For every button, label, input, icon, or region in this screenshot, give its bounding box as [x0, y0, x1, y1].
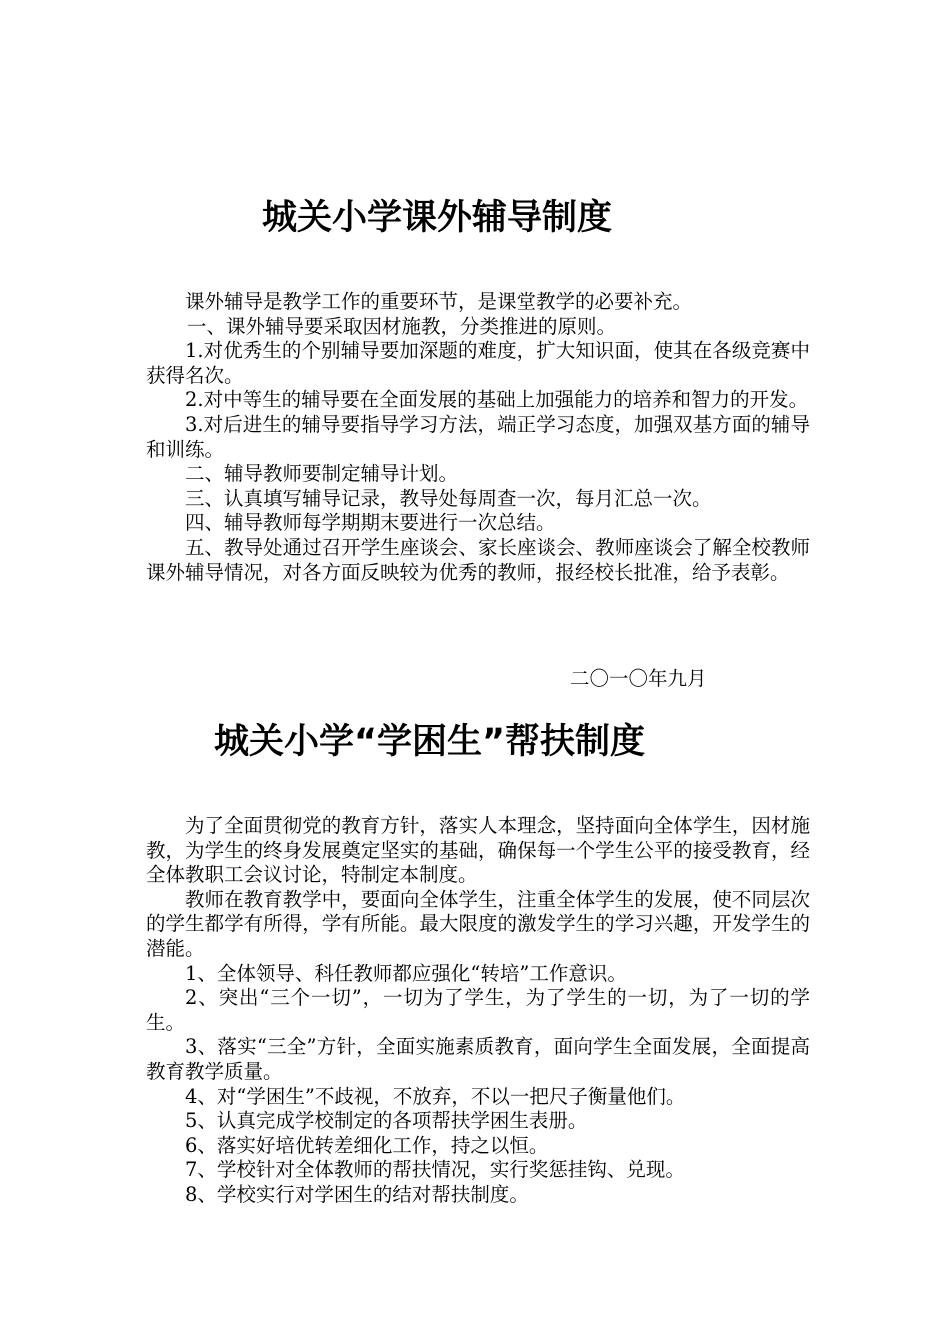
doc1-title: 城关小学课外辅导制度: [262, 198, 613, 238]
doc1-body: [146, 290, 810, 585]
doc2-paragraph-item-8: 8、学校实行对学困生的结对帮扶制度。: [185, 1182, 529, 1206]
doc2-paragraph-item-6: 6、落实好培优转差细化工作，持之以恒。: [185, 1133, 549, 1157]
doc1-paragraph-section-1: 一、课外辅导要采取因材施教，分类推进的原则。: [186, 314, 616, 338]
doc1-paragraph-intro: 课外辅导是教学工作的重要环节，是课堂教学的必要补充。: [185, 290, 693, 313]
doc1-paragraph-section-3: 三、认真填写辅导记录，教导处每周查一次，每月汇总一次。: [185, 486, 712, 510]
doc1-paragraph-item-2: 2.对中等生的辅导要在全面发展的基础上加强能力的培养和智力的开发。: [185, 388, 809, 412]
doc2-title: 城关小学“学困生”帮扶制度: [214, 722, 646, 762]
doc1-paragraph-section-2: 二、辅导教师要制定辅导计划。: [185, 462, 459, 486]
doc2-paragraph-item-5: 5、认真完成学校制定的各项帮扶学困生表册。: [185, 1109, 588, 1133]
doc2-paragraph-item-2: 2、突出“三个一切”，一切为了学生，为了学生的一切，为了一切的学生。: [146, 986, 810, 1034]
doc1-date: 二〇一〇年九月: [570, 667, 707, 690]
doc2-paragraph-preamble: 为了全面贯彻党的教育方针，落实人本理念，坚持面向全体学生，因材施教，为学生的终身发展奠定坚实的基础，确保每一个学生公平的接受教育，经全体教职工会议讨论，特制定本制度。: [146, 814, 810, 887]
doc1-paragraph-item-1: 1.对优秀生的个别辅导要加深题的难度，扩大知识面，使其在各级竞赛中获得名次。: [146, 339, 810, 387]
doc1-paragraph-item-3: 3.对后进生的辅导要指导学习方法，端正学习态度，加强双基方面的辅导和训练。: [146, 412, 810, 461]
doc2-paragraph-item-3: 3、落实“三全”方针，全面实施素质教育，面向学生全面发展，全面提高教育教学质量。: [146, 1035, 810, 1083]
doc2-body: [146, 814, 810, 1208]
doc1-paragraph-section-5: 五、教导处通过召开学生座谈会、家长座谈会、教师座谈会了解全校教师课外辅导情况，对各方面反映较为优秀的教师，报经校长批准，给予表彰。: [146, 535, 810, 584]
doc2-paragraph-item-7: 7、学校针对全体教师的帮扶情况，实行奖惩挂钩、兑现。: [185, 1158, 685, 1182]
doc2-paragraph-item-4: 4、对“学困生”不歧视，不放弃，不以一把尺子衡量他们。: [185, 1084, 686, 1108]
doc1-paragraph-section-4: 四、辅导教师每学期期末要进行一次总结。: [185, 511, 556, 535]
doc2-paragraph-item-1: 1、全体领导、科任教师都应强化“转培”工作意识。: [185, 961, 627, 985]
doc2-paragraph-principle: 教师在教育教学中，要面向全体学生，注重全体学生的发展，使不同层次的学生都学有所得，学有所能。最大限度的激发学生的学习兴趣，开发学生的潜能。: [146, 887, 810, 960]
